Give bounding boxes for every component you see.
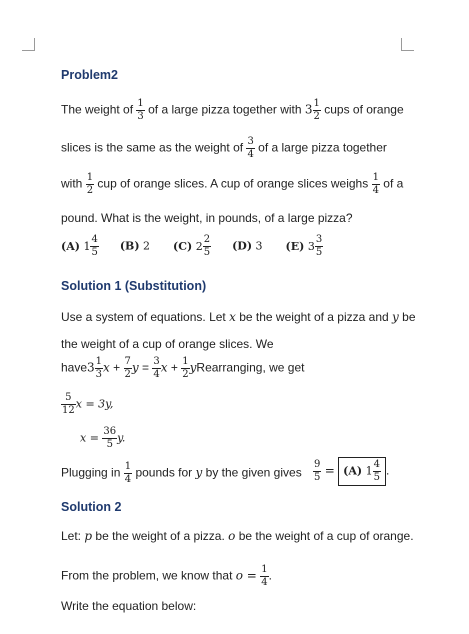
solution-1-equation-line: have3 $\frac{1}{3}$ x + $\frac{7}{2}$ y = $\frac{3}{4}$ x + $\frac{1}{2}$ yRearranging, we get <box>61 356 305 380</box>
fraction-1-3: $\frac{1}{3}$ <box>137 98 144 122</box>
solution-2-line-1: Let: p be the weight of a pizza. o be the weight of a cup of orange. <box>61 529 414 543</box>
fraction-3-4: $\frac{3}{4}$ <box>247 136 254 160</box>
solution-2-line-2: From the problem, we know that o = $\frac{1}{4}$ . <box>61 564 272 588</box>
corner-mark-top-right <box>401 38 414 51</box>
solution-1-rearranged-1: $\frac{5}{12}$ x = 3y, <box>62 392 114 416</box>
solution-2-line-3: Write the equation below: <box>61 599 197 613</box>
answer-options <box>61 235 323 258</box>
option-c: (C) 2 $\frac{2}{5}$ <box>173 234 211 258</box>
solution-1-plugging-line: Plugging in $\frac{1}{4}$ pounds for y by the given gives <box>61 461 302 485</box>
option-a: (A) 1 $\frac{4}{5}$ <box>61 234 98 258</box>
solution-1-answer: $\frac{9}{5}$ = (A) 1 $\frac{4}{5}$ . <box>313 457 389 486</box>
fraction-1-2: $\frac{1}{2}$ <box>86 172 94 196</box>
problem-line-1: The weight of $\frac{1}{3}$ of a large pizza together with 3 $\frac{1}{2}$ cups of orange <box>61 98 404 122</box>
solution-1-rearranged-2: x = $\frac{36}{5}$ y. <box>80 426 126 450</box>
solution-1-line-1: Use a system of equations. Let x be the weight of a pizza and y be <box>61 310 416 324</box>
option-d: (D) 3 <box>232 239 263 253</box>
option-e: (E) 3 $\frac{3}{5}$ <box>285 234 323 258</box>
option-b: (B) 2 <box>119 239 151 253</box>
corner-mark-top-left <box>22 38 35 51</box>
problem-line-3: with $\frac{1}{2}$ cup of orange slices. A cup of orange slices weighs $\frac{1}{4}$ of a <box>61 172 404 196</box>
fraction-1-4: $\frac{1}{4}$ <box>372 172 379 196</box>
solution-1-line-2: the weight of a cup of orange slices. We <box>61 337 274 351</box>
boxed-answer: (A) 1 $\frac{4}{5}$ <box>338 457 386 486</box>
problem-title: Problem2 <box>61 68 118 82</box>
solution-2-title: Solution 2 <box>61 500 122 514</box>
solution-1-title: Solution 1 (Substitution) <box>61 279 207 293</box>
problem-line-4: pound. What is the weight, in pounds, of a large pizza? <box>61 211 353 225</box>
fraction-1-2: $\frac{1}{2}$ <box>313 98 320 122</box>
problem-line-2: slices is the same as the weight of $\frac{3}{4}$ of a large pizza together <box>61 136 387 160</box>
